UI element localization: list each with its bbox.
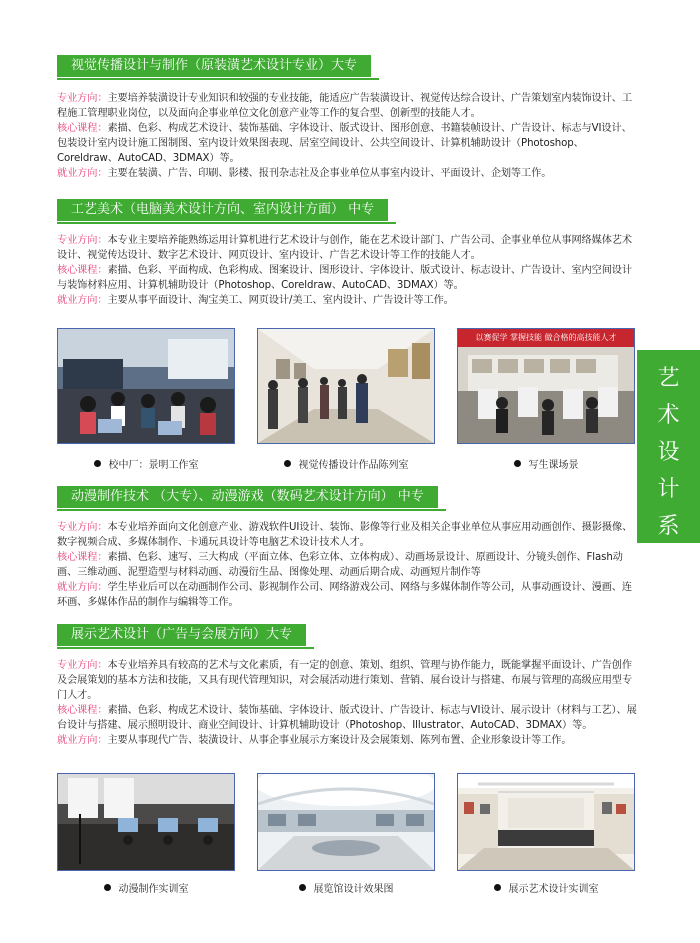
major-label: 专业方向： (57, 93, 108, 104)
caption-text: 视觉传播设计作品陈列室 (298, 460, 409, 471)
bullet-icon (494, 884, 501, 891)
job-label: 就业方向： (57, 582, 108, 593)
caption (57, 456, 235, 471)
section-title: 视觉传播设计与制作（原装潢艺术设计专业）大专 (57, 55, 371, 77)
caption (57, 880, 235, 895)
job-label: 就业方向： (57, 168, 108, 179)
section-animation (57, 485, 637, 610)
major-text: 本专业培养面向文化创意产业、游戏软件UI设计、装饰、影像等行业及相关企事业单位从事应用动画创作、摄影摄像、数字视频合成、多媒体制作、卡通玩具设计等电脑艺术设计技术人才。 (57, 522, 633, 548)
bullet-icon (514, 460, 521, 467)
core-text: 素描、色彩、构成艺术设计、装饰基础、字体设计、版式设计、广告设计、标志与VI设计、展示设计（材料与工艺）、展台设计与搭建、展示照明设计、商业空间设计、计算机辅助设计（Photoshop、Illustrator、AutoCAD、3DMAX）等。 (57, 705, 637, 731)
major-text: 本专业培养具有较高的艺术与文化素质，有一定的创意、策划、组织、管理与协作能力，既能掌握平面设计、广告创作及会展策划的基本方法和技能，又具有现代管理知识，对会展活动进行策划、营销、展台设计与搭建、布展与管理的高级应用型专门人才。 (57, 660, 632, 701)
major-text: 本专业主要培养能熟练运用计算机进行艺术设计与创作，能在艺术设计部门、广告公司、企事业单位从事网络媒体艺术设计、视觉传达设计、数字艺术设计、网页设计、室内设计、广告艺术设计等工作的技能人才。 (57, 235, 632, 261)
bullet-icon (104, 884, 111, 891)
section-body (57, 233, 637, 308)
photo-row-1 (57, 328, 635, 444)
caption (257, 456, 435, 471)
photo-gallery (257, 328, 435, 444)
photo-row-2 (57, 773, 635, 871)
bullet-icon (94, 460, 101, 467)
section-body (57, 91, 637, 181)
caption-row-1 (57, 456, 635, 471)
side-tab-char: 术 (657, 403, 680, 428)
side-tab-char: 艺 (657, 366, 680, 391)
major-label: 专业方向： (57, 235, 108, 246)
section-craft-art (57, 198, 637, 308)
photo-workshop (57, 328, 235, 444)
section-title: 工艺美术（电脑美术设计方向、室内设计方面） 中专 (57, 199, 388, 221)
caption-row-2 (57, 880, 635, 895)
bullet-icon (299, 884, 306, 891)
section-body (57, 520, 637, 610)
section-exhibition (57, 623, 637, 748)
major-label: 专业方向： (57, 660, 108, 671)
photo-banner-text: 以赛促学 掌握技能 做合格的高技能人才 (475, 333, 617, 342)
caption-text: 校中厂：景明工作室 (108, 460, 199, 471)
section-body (57, 658, 637, 748)
caption-text: 动漫制作实训室 (118, 884, 189, 895)
job-label: 就业方向： (57, 735, 108, 746)
caption (457, 456, 635, 471)
caption (257, 880, 435, 895)
core-text: 素描、色彩、速写、三大构成（平面立体、色彩立体、立体构成）、动画场景设计、原画设计、分镜头创作、Flash动画、三维动画、泥塑造型与材料动画、动漫衍生品、图像处理、动画后期合成、动画短片制作等 (57, 552, 623, 578)
core-text: 素描、色彩、平面构成、色彩构成、图案设计、图形设计、字体设计、版式设计、标志设计、广告设计、室内空间设计与装饰材料应用、计算机辅助设计（Photoshop、Coreldraw、AutoCAD、3DMAX）等。 (57, 265, 632, 291)
photo-display-lab (457, 773, 635, 871)
photo-animation-lab (57, 773, 235, 871)
side-tab-char: 计 (657, 477, 680, 502)
section-visual-communication (57, 54, 637, 181)
caption-text: 展览馆设计效果图 (313, 884, 394, 895)
photo-exhibition-hall (257, 773, 435, 871)
caption (457, 880, 635, 895)
section-title: 展示艺术设计（广告与会展方向）大专 (57, 624, 306, 646)
bullet-icon (284, 460, 291, 467)
department-side-tab (637, 350, 700, 543)
side-tab-char: 系 (657, 514, 680, 539)
job-text: 学生毕业后可以在动画制作公司、影视制作公司、网络游戏公司、网络与多媒体制作等公司，从事动画设计、漫画、连环画、多媒体作品的制作与编辑等工作。 (57, 582, 632, 608)
job-text: 主要从事现代广告、装潢设计、从事企事业展示方案设计及会展策划、陈列布置、企业形象设计等工作。 (107, 735, 572, 746)
caption-text: 写生课场景 (528, 460, 579, 471)
core-label: 核心课程： (57, 265, 108, 276)
core-label: 核心课程： (57, 552, 108, 563)
job-text: 主要在装潢、广告、印刷、影楼、报刊杂志社及企事业单位从事室内设计、平面设计、企划等工作。 (107, 168, 552, 179)
job-label: 就业方向： (57, 295, 108, 306)
core-label: 核心课程： (57, 123, 108, 134)
major-text: 主要培养装潢设计专业知识和较强的专业技能，能适应广告装潢设计、视觉传达综合设计、广告策划室内装饰设计、工程施工管理职业岗位，以及面向企事业单位文化创意产业等工作的复合型、创新型的技能人才。 (57, 93, 632, 119)
core-text: 素描、色彩、构成艺术设计、装饰基础、字体设计、版式设计、图形创意、书籍装帧设计、广告设计、标志与VI设计、包装设计室内设计施工图制图、室内设计效果图表现、居室空间设计、公共空间设计、计算机辅助设计（Photoshop、Coreldraw、AutoCAD、3DMAX）等。 (57, 123, 632, 164)
job-text: 主要从事平面设计、淘宝美工、网页设计/美工、室内设计、广告设计等工作。 (107, 295, 454, 306)
side-tab-char: 设 (657, 440, 680, 465)
photo-sketch-class (457, 328, 635, 444)
core-label: 核心课程： (57, 705, 108, 716)
section-title: 动漫制作技术 （大专）、动漫游戏（数码艺术设计方向） 中专 (57, 486, 438, 508)
caption-text: 展示艺术设计实训室 (508, 884, 599, 895)
major-label: 专业方向： (57, 522, 108, 533)
